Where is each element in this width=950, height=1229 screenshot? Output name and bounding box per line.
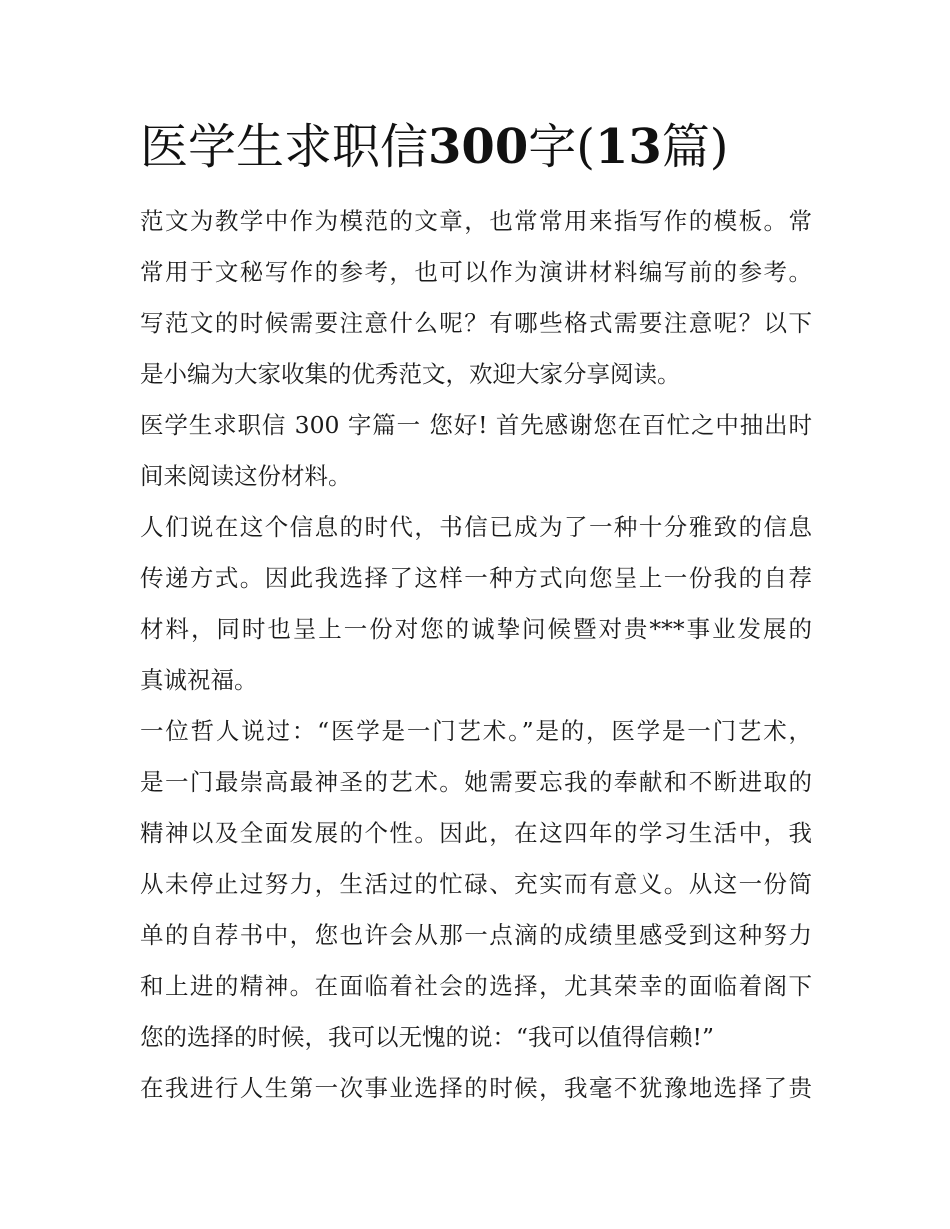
body-line: 从未停止过努力，生活过的忙碌、充实而有意义。从这一份简 xyxy=(140,870,812,898)
title-text-c: 字( xyxy=(528,119,595,175)
body-line: 您的选择的时候，我可以无愧的说：“我可以值得信赖!” xyxy=(140,1023,714,1051)
body-line: 范文为教学中作为模范的文章，也常常用来指写作的模板。常 xyxy=(140,207,812,235)
body-line: 人们说在这个信息的时代，书信已成为了一种十分雅致的信息 xyxy=(140,513,812,541)
title-number-13: 13 xyxy=(594,119,662,175)
title-text-a: 医学生求职信 xyxy=(140,119,429,175)
body-line: 是一门最崇高最神圣的艺术。她需要忘我的奉献和不断进取的 xyxy=(140,768,812,796)
body-line: 精神以及全面发展的个性。因此，在这四年的学习生活中，我 xyxy=(140,819,812,847)
body-line: 传递方式。因此我选择了这样一种方式向您呈上一份我的自荐 xyxy=(140,564,812,592)
document-title xyxy=(140,118,820,176)
document-body xyxy=(140,196,812,1114)
body-line: 间来阅读这份材料。 xyxy=(140,462,352,490)
body-line: 单的自荐书中，您也许会从那一点滴的成绩里感受到这种努力 xyxy=(140,921,812,949)
body-line: 真诚祝福。 xyxy=(140,666,258,694)
body-line: 和上进的精神。在面临着社会的选择，尤其荣幸的面临着阁下 xyxy=(140,972,812,1000)
title-number-300: 300 xyxy=(428,119,529,175)
body-line: 医学生求职信 300 字篇一 您好! 首先感谢您在百忙之中抽出时 xyxy=(140,411,812,439)
body-line: 材料，同时也呈上一份对您的诚挚问候暨对贵***事业发展的 xyxy=(140,615,812,643)
title-text-e: 篇) xyxy=(661,119,729,175)
body-line: 一位哲人说过：“医学是一门艺术。”是的，医学是一门艺术， xyxy=(140,717,812,745)
body-line: 常用于文秘写作的参考，也可以作为演讲材料编写前的参考。 xyxy=(140,258,812,286)
body-line: 是小编为大家收集的优秀范文，欢迎大家分享阅读。 xyxy=(140,360,681,388)
body-line: 写范文的时候需要注意什么呢？有哪些格式需要注意呢？以下 xyxy=(140,309,812,337)
body-line: 在我进行人生第一次事业选择的时候，我毫不犹豫地选择了贵 xyxy=(140,1074,812,1102)
